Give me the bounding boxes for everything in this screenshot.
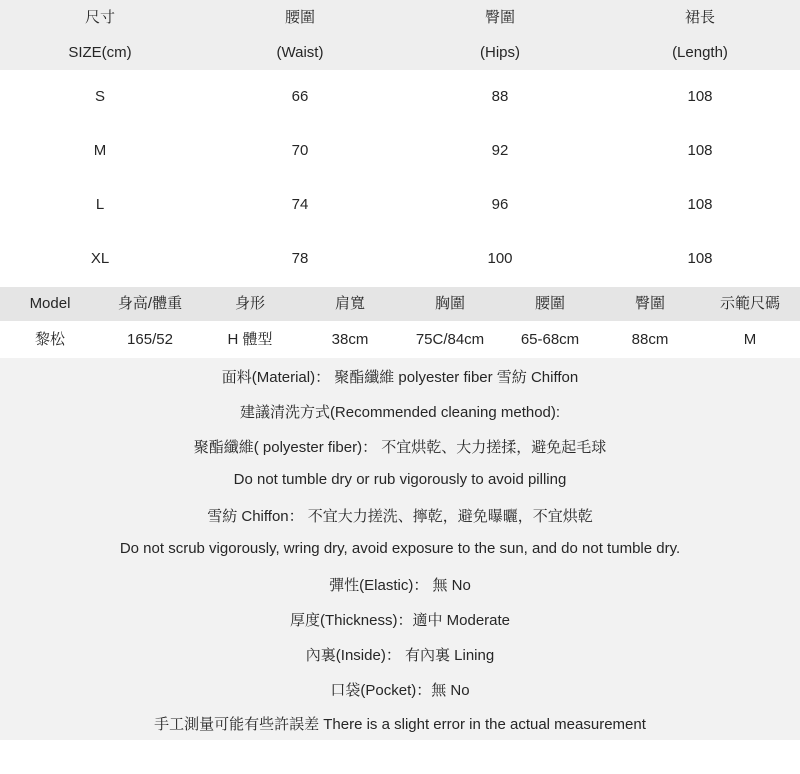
- length-cell: 108: [687, 142, 713, 159]
- table-row: [0, 70, 800, 124]
- size-cell: XL: [90, 250, 110, 267]
- body-shape-header: 身形: [234, 295, 265, 312]
- table-row: [0, 178, 800, 232]
- size-cell: L: [95, 196, 105, 213]
- hips-cell: 92: [491, 142, 509, 159]
- waist-value: 65-68cm: [520, 331, 580, 348]
- chiffon-care-en: Do not scrub vigorously, wring dry, avoid exposure to the sun, and do not tumble dry.: [119, 540, 681, 557]
- table-row: [0, 124, 800, 178]
- polyester-care-zh: 聚酯纖維( polyester fiber)： 不宜烘乾、大力搓揉，避免起毛球: [193, 439, 607, 456]
- hips-cell: 100: [487, 250, 513, 267]
- hips-header-en: (Hips): [480, 44, 520, 61]
- elastic-line: 彈性(Elastic)： 無 No: [329, 577, 471, 594]
- waist-cell: 66: [291, 88, 309, 105]
- length-cell: 108: [687, 196, 713, 213]
- product-info: [0, 358, 800, 740]
- model-name: 黎松: [34, 331, 65, 348]
- bust-value: 75C/84cm: [415, 331, 485, 348]
- size-cell: M: [93, 142, 107, 159]
- size-header-zh: 尺寸: [84, 9, 115, 26]
- length-header-zh: 裙長: [684, 9, 715, 26]
- length-header-en: (Length): [672, 44, 728, 61]
- body-shape-value: H 體型: [227, 331, 273, 348]
- shoulder-header: 肩寬: [334, 295, 365, 312]
- pocket-line: 口袋(Pocket)：無 No: [330, 682, 470, 699]
- size-worn-value: M: [743, 331, 757, 348]
- waist-header-zh: 腰圍: [284, 9, 315, 26]
- waist-cell: 74: [291, 196, 309, 213]
- size-table-body: [0, 70, 800, 286]
- size-worn-header: 示範尺碼: [719, 295, 780, 312]
- bust-header: 胸圍: [434, 295, 465, 312]
- shoulder-value: 38cm: [331, 331, 369, 348]
- height-weight-value: 165/52: [127, 331, 173, 348]
- hips-header: 臀圍: [634, 295, 665, 312]
- material-line: 面料(Material)： 聚酯纖維 polyester fiber 雪紡 Chiffon: [221, 369, 579, 386]
- polyester-care-en: Do not tumble dry or rub vigorously to avoid pilling: [233, 471, 567, 488]
- hips-value: 88cm: [631, 331, 669, 348]
- waist-header: 腰圍: [534, 295, 565, 312]
- size-header-en: SIZE(cm): [68, 44, 132, 61]
- hips-cell: 96: [491, 196, 509, 213]
- size-table: [0, 0, 800, 286]
- inside-line: 內裏(Inside)： 有內裏 Lining: [305, 647, 495, 664]
- cleaning-title: 建議清洗方式(Recommended cleaning method):: [239, 404, 561, 421]
- waist-cell: 70: [291, 142, 309, 159]
- hips-cell: 88: [491, 88, 509, 105]
- chiffon-care-zh: 雪紡 Chiffon： 不宜大力搓洗、擰乾，避免曝曬，不宜烘乾: [207, 508, 593, 525]
- waist-header-en: (Waist): [276, 44, 324, 61]
- waist-cell: 78: [291, 250, 309, 267]
- height-weight-header: 身高/體重: [117, 295, 183, 312]
- length-cell: 108: [687, 88, 713, 105]
- model-table: [0, 287, 800, 358]
- model-table-header: [0, 287, 800, 321]
- length-cell: 108: [687, 250, 713, 267]
- size-cell: S: [94, 88, 105, 105]
- thickness-line: 厚度(Thickness)：適中 Moderate: [289, 612, 511, 629]
- table-row: [0, 321, 800, 358]
- table-row: [0, 232, 800, 286]
- hips-header-zh: 臀圍: [484, 9, 515, 26]
- model-header: Model: [29, 295, 71, 312]
- measurement-note: 手工測量可能有些許誤差 There is a slight error in the actual measurement: [154, 716, 646, 733]
- size-table-header: [0, 0, 800, 70]
